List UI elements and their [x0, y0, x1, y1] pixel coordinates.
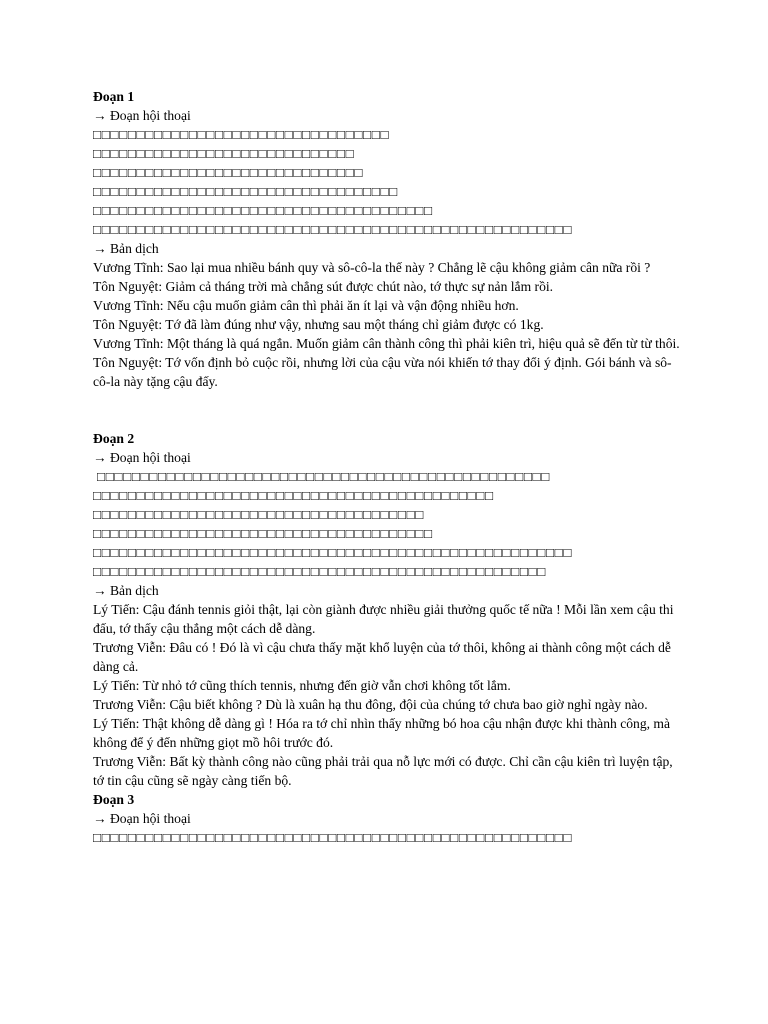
dialog-line: □□□□□□□□□□□□□□□□□□□□□□□□□□□□□□□ [93, 165, 364, 180]
translation-line: Trương Viễn: Đâu có ! Đó là vì cậu chưa thấy mặt khổ luyện của tớ thôi, không ai thành công một cách dễ dàng cả. [93, 640, 671, 674]
translation-line: Tôn Nguyệt: Tớ đã làm đúng như vậy, nhưng sau một tháng chỉ giảm được có 1kg. [93, 317, 544, 332]
section-heading: Đoạn 1 [93, 89, 135, 104]
section-heading: Đoạn 3 [93, 792, 135, 807]
section-heading: Đoạn 2 [93, 431, 135, 446]
dialog-line: □□□□□□□□□□□□□□□□□□□□□□□□□□□□□□□□□□□□□□□□□□□□□□□□□□□□□□□ [93, 222, 573, 237]
document-body [93, 87, 683, 847]
translation-line: Trương Viễn: Cậu biết không ? Dù là xuân hạ thu đông, đội của chúng tớ chưa bao giờ nghỉ ngày nào. [93, 697, 648, 712]
translation-line: Tôn Nguyệt: Giảm cả tháng trời mà chẳng sút được chút nào, tớ thực sự nản lắm rồi. [93, 279, 554, 294]
dialog-line: □□□□□□□□□□□□□□□□□□□□□□□□□□□□□□□□□□□□□□□□□□□□□□□□□□□□ [97, 469, 550, 484]
dialog-line: □□□□□□□□□□□□□□□□□□□□□□□□□□□□□□□□□□□□□□□□□□□□□□□□□□□□□□□ [93, 830, 573, 845]
dialog-line: □□□□□□□□□□□□□□□□□□□□□□□□□□□□□□□□□□□□□□□□□□□□□□ [93, 488, 494, 503]
translation-line: Tôn Nguyệt: Tớ vốn định bỏ cuộc rồi, nhưng lời của cậu vừa nói khiến tớ thay đổi ý định. Gói bánh và sô-cô-la này tặng cậu đấy. [93, 355, 672, 389]
translation-line: Vương Tĩnh: Nếu cậu muốn giảm cân thì phải ăn ít lại và vận động nhiều hơn. [93, 298, 519, 313]
dialog-label: → Đoạn hội thoại [93, 450, 191, 465]
section-2 [93, 429, 683, 790]
translation-label: → Bản dịch [93, 241, 159, 256]
translation-line: Lý Tiến: Từ nhỏ tớ cũng thích tennis, nhưng đến giờ vẫn chơi không tốt lắm. [93, 678, 511, 693]
dialog-line: □□□□□□□□□□□□□□□□□□□□□□□□□□□□□□□□□□□□□□□□□□□□□□□□□□□□ [93, 564, 546, 579]
translation-line: Trương Viễn: Bất kỳ thành công nào cũng phải trải qua nỗ lực mới có được. Chỉ cần cậu kiên trì luyện tập, tớ tin cậu cũng sẽ ngày càng tiến bộ. [93, 754, 673, 788]
section-1 [93, 87, 683, 391]
section-3 [93, 790, 683, 847]
translation-line: Vương Tĩnh: Sao lại mua nhiều bánh quy và sô-cô-la thế này ? Chẳng lẽ cậu không giảm cân nữa rồi ? [93, 260, 651, 275]
dialog-line: □□□□□□□□□□□□□□□□□□□□□□□□□□□□□□□□□□□□□□□ [93, 203, 433, 218]
dialog-line: □□□□□□□□□□□□□□□□□□□□□□□□□□□□□□□□□□□□□□□□□□□□□□□□□□□□□□□ [93, 545, 573, 560]
translation-label: → Bản dịch [93, 583, 159, 598]
dialog-label: → Đoạn hội thoại [93, 811, 191, 826]
dialog-line: □□□□□□□□□□□□□□□□□□□□□□□□□□□□□□□□□□□□□□ [93, 507, 425, 522]
dialog-line: □□□□□□□□□□□□□□□□□□□□□□□□□□□□□□□□□□□ [93, 184, 398, 199]
dialog-line: □□□□□□□□□□□□□□□□□□□□□□□□□□□□□□ [93, 146, 355, 161]
dialog-line: □□□□□□□□□□□□□□□□□□□□□□□□□□□□□□□□□□□□□□□ [93, 526, 433, 541]
dialog-line: □□□□□□□□□□□□□□□□□□□□□□□□□□□□□□□□□□ [93, 127, 390, 142]
translation-line: Lý Tiến: Cậu đánh tennis giỏi thật, lại còn giành được nhiều giải thưởng quốc tế nữa ! Mỗi lần xem cậu thi đấu, tớ thấy cậu thắng một cách dễ dàng. [93, 602, 674, 636]
translation-line: Vương Tĩnh: Một tháng là quá ngắn. Muốn giảm cân thành công thì phải kiên trì, hiệu quả sẽ đến từ từ thôi. [93, 336, 680, 351]
dialog-label: → Đoạn hội thoại [93, 108, 191, 123]
translation-line: Lý Tiến: Thật không dễ dàng gì ! Hóa ra tớ chỉ nhìn thấy những bó hoa cậu nhận được khi thành công, mà không để ý đến những giọt mồ hôi trước đó. [93, 716, 671, 750]
section-spacer [93, 391, 683, 429]
